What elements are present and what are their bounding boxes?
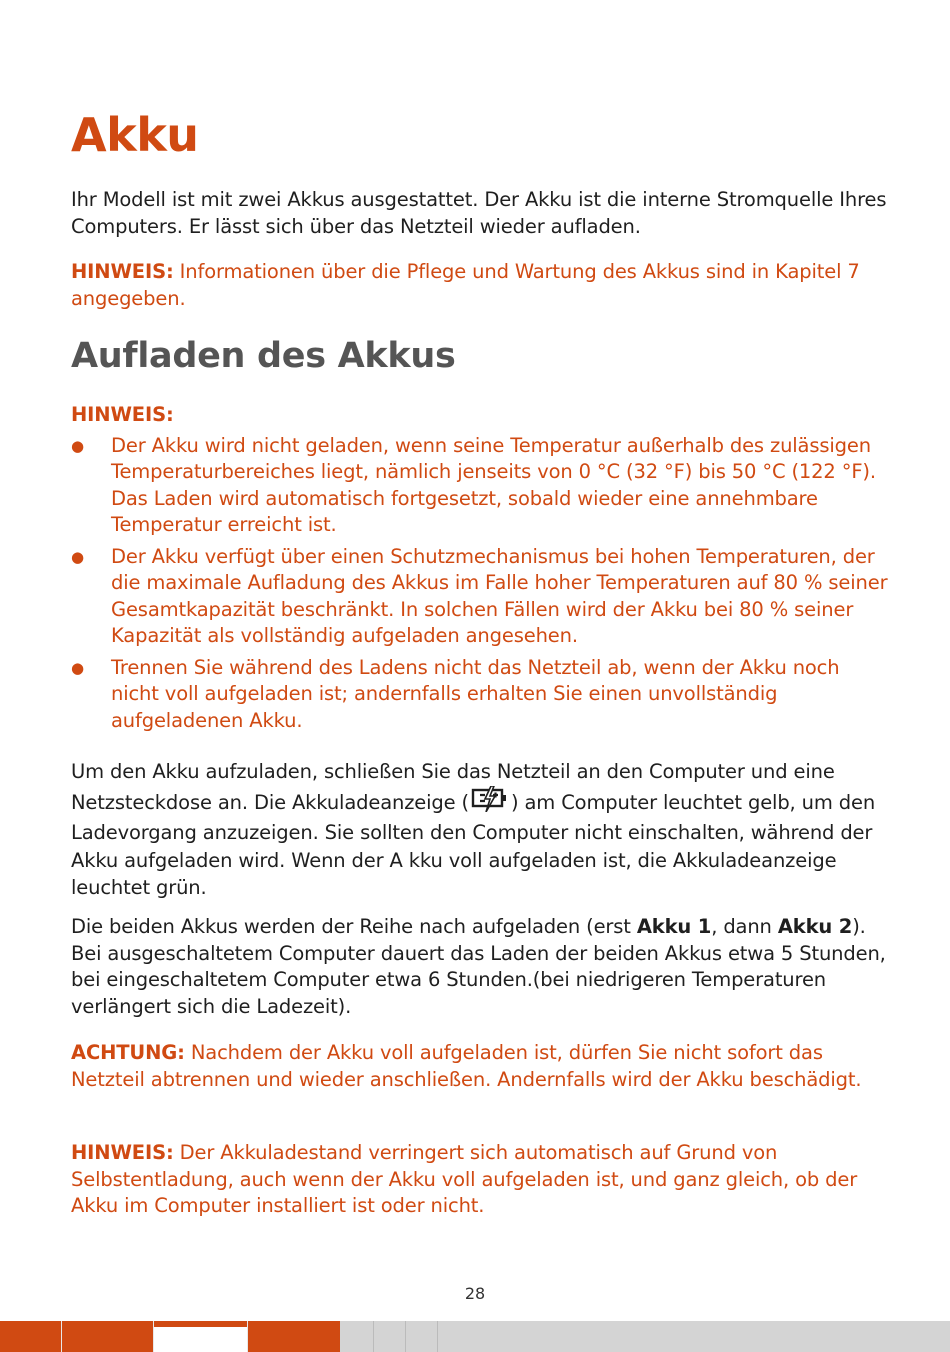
page-title: Akku — [71, 108, 199, 162]
notes-list — [71, 433, 891, 735]
bullet-icon: ● — [71, 547, 84, 566]
charging-order-paragraph: Die beiden Akkus werden der Reihe nach aufgeladen (erst Akku 1, dann Akku 2). Bei ausgeschaltetem Computer dauert das Laden der beiden Akkus etwa 5 Stunden, bei eingeschaltetem Computer etwa 6 Stunden.(bei niedrigeren Temperaturen verlängert sich die Ladezeit). — [71, 915, 886, 1018]
note-maintenance — [71, 259, 891, 312]
footer-gray-strip — [340, 1321, 950, 1352]
battery-1-label: Akku 1 — [636, 915, 712, 938]
charging-notes — [71, 402, 891, 739]
list-item: ● Der Akku wird nicht geladen, wenn seine Temperatur außerhalb des zulässigen Temperaturbereiches liegt, nämlich jenseits von 0 °C (32 °F) bis 50 °C (122 °F). Das Laden wird automatisch fortgesetzt, sobald wieder eine annehmbare Temperatur erreicht ist. — [71, 433, 876, 536]
battery-2-label: Akku 2 — [777, 915, 853, 938]
battery-charging-icon — [471, 786, 509, 820]
self-discharge-note: HINWEIS: Der Akkuladestand verringert sich automatisch auf Grund von Selbstentladung, auch wenn der Akku voll aufgeladen ist, und ganz gleich, ob der Akku im Computer installiert ist oder nicht. — [71, 1141, 858, 1217]
footer-marker — [153, 1327, 247, 1352]
page-number: 28 — [464, 1284, 486, 1303]
note-text: Informationen über die Pflege und Wartung des Akkus sind in Kapitel 7 angegeben. — [71, 260, 860, 310]
note-label: HINWEIS: — [71, 260, 174, 283]
list-item: ● Trennen Sie während des Ladens nicht das Netzteil ab, wenn der Akku noch nicht voll aufgeladen ist; andernfalls erhalten Sie einen unvollständig aufgeladenen Akku. — [71, 655, 840, 732]
note-label: HINWEIS: — [71, 1141, 174, 1164]
caution-note: ACHTUNG: Nachdem der Akku voll aufgeladen ist, dürfen Sie nicht sofort das Netzteil abtrennen und wieder anschließen. Andernfalls wird der Akku beschädigt. — [71, 1041, 862, 1091]
footer-bar — [0, 1321, 950, 1352]
bullet-icon: ● — [71, 436, 84, 455]
bullet-icon: ● — [71, 658, 84, 677]
charging-paragraph: Um den Akku aufzuladen, schließen Sie das Netzteil an den Computer und eine Netzsteckdose an. Die Akkuladeanzeige ( ) am Computer leuchtet gelb, um den Ladevorgang anzuzeigen. Sie sollten den Computer nicht einschalten, während der Akku aufgeladen wird. Wenn der A kku voll aufgeladen ist, die Akkuladeanzeige leuchtet grün. — [71, 760, 876, 899]
section-heading: Aufladen des Akkus — [71, 336, 456, 376]
intro-paragraph: Ihr Modell ist mit zwei Akkus ausgestattet. Der Akku ist die interne Stromquelle Ihres Computers. Er lässt sich über das Netzteil wieder aufladen. — [71, 188, 887, 238]
caution-label: ACHTUNG: — [71, 1041, 185, 1064]
list-item: ● Der Akku verfügt über einen Schutzmechanismus bei hohen Temperaturen, der die maximale Aufladung des Akkus im Falle hoher Temperaturen auf 80 % seiner Gesamtkapazität beschränkt. In solchen Fällen wird der Akku bei 80 % seiner Kapazität als vollständig aufgeladen angesehen. — [71, 544, 888, 647]
notes-label: HINWEIS: — [71, 403, 174, 426]
